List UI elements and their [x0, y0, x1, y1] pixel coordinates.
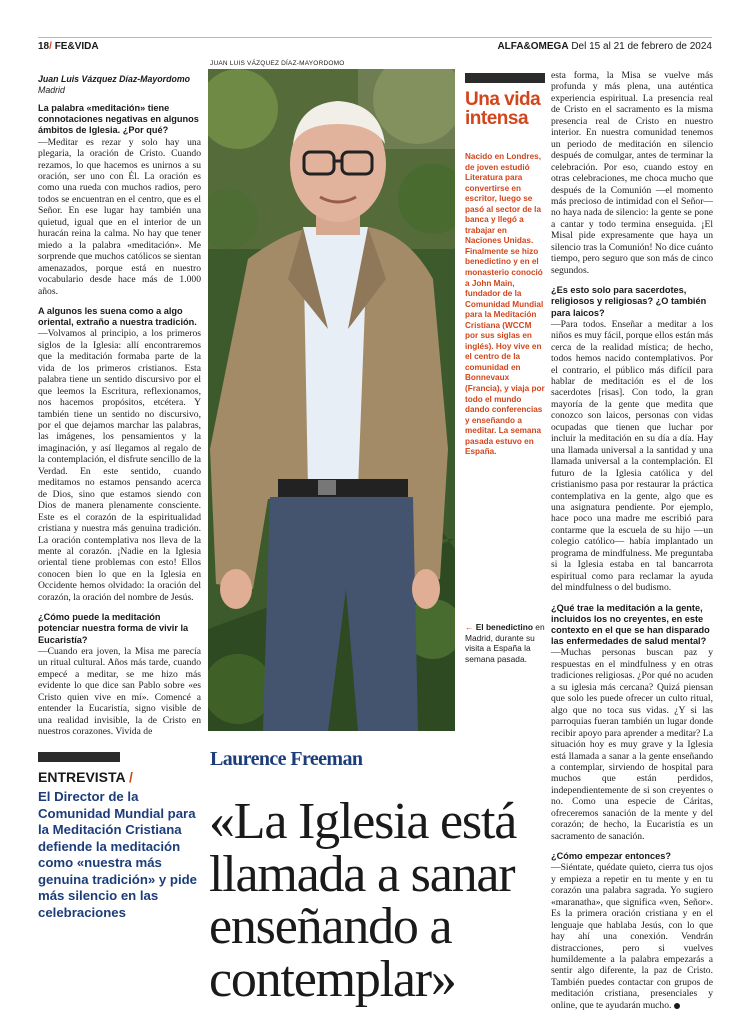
publication-name: ALFA&OMEGA [497, 41, 569, 52]
caption-text: en Madrid, durante su visita a España la semana pasada. [465, 622, 545, 664]
sidebar-bio: Nacido en Londres, de joven estudió Literatura para convertirse en escritor, luego se pasó al sector de la banca y llegó a trabajar en Naciones Unidas. Finalmente se hizo benedictino y en el monasterio conoció a John Main, fundador de la Comunidad Mundial para la Meditación Cristiana (WCCM por sus siglas en inglés). Hoy vive en el centro de la comunidad en Bonnevaux (Francia), y viaja por todo el mundo dando conferencias y enseñando a meditar. La semana pasada estuvo en España. [465, 152, 545, 457]
caption-bold: El benedictino [475, 622, 533, 632]
interview-question: La palabra «meditación» tiene connotaciones negativas en algunos ámbitos de Iglesia. ¿Por qué? [38, 103, 199, 136]
byline-place: Madrid [38, 85, 65, 95]
page-number-section: 18/ FE&VIDA [38, 41, 99, 52]
kicker-slash: / [129, 769, 133, 785]
interviewee-name: Laurence Freeman [210, 748, 363, 770]
interview-question: ¿Es esto solo para sacerdotes, religiosos y religiosas? ¿O también para laicos? [551, 285, 707, 318]
sidebar-rule [465, 73, 545, 83]
intro-rule [38, 752, 120, 762]
interview-answer: —Meditar es rezar y solo hay una plegaria, la oración de Cristo. Cuando rezamos, lo que hacemos es unirnos a su oración, ser uno con Él. La oración es como una rueda con muchos radios, pero todos se encuentran en el centro, que es el Señor. En ese lugar hay también una quietud, igual que en el interior de un huracán reina la calma. No hay que tener miedo a la palabra «meditación». Me sorprende que muchos católicos se sientan amenazados, porque está en nuestro vocabulario desde hace más de 1.000 años. [38, 136, 201, 297]
interview-question: ¿Qué trae la meditación a la gente, incluidos los no creyentes, en este contexto en el que se han disparado las enfermedades de salud mental? [551, 602, 710, 647]
photo-caption [465, 622, 549, 664]
sidebar-title: Una vida intensa [465, 89, 541, 129]
masthead [497, 41, 712, 52]
interview-answer: —Para todos. Enseñar a meditar a los niños es muy fácil, porque ellos están más cerca de la realidad mística; de hecho, todos hemos nacido contemplativos. Por el contrario, el público más difícil para hablar de meditación es el de los sacerdotes [risas]. Con todo, la gran mayoría de la gente que medita que conozco son laicos, personas con vidas ocupadas que tienen que luchar por incluir la meditación en su día a día. Hay una llamada universal a la santidad y una llamada universal a la contemplación. El futuro de la Iglesia católica y del cristianismo pasa por restaurar la práctica contemplativa en la gente, algo que es una asignatura pendiente. Por ejemplo, hace poco una madre me escribió para contarme que la escuela de su hijo —un colegio católico— había implantado un programa de mindfulness. Me preguntaba si la Iglesia estaba en tal bancarrota espiritual como para reclamar la ayuda del mindfulness o del budismo. [551, 318, 713, 594]
article-column-1 [38, 103, 201, 737]
issue-date: Del 15 al 21 de febrero de 2024 [571, 41, 712, 52]
intro-standfirst: El Director de la Comunidad Mundial para la Meditación Cristiana defiende la meditación como «nuestra más genuina tradición» y pide más silencio en las celebraciones [38, 789, 198, 920]
arrow-left-icon: ← [465, 622, 474, 632]
photo-credit: JUAN LUIS VÁZQUEZ DÍAZ-MAYORDOMO [210, 60, 345, 67]
interview-question: ¿Cómo empezar entonces? [551, 851, 671, 862]
interview-answer: —Volvamos al principio, a los primeros siglos de la Iglesia: allí encontraremos que la meditación formaba parte de la vida de los primeros cristianos. Esta palabra tiene un sentido discursivo por el que leemos la Escritura, reflexionamos, nos hacemos propósitos, etcétera. Y también tiene un sentido no discursivo, por el que dejamos marchar las palabras, las imágenes, los pensamientos y la imaginación, y así llegamos al regalo de la contemplación, el disfrute sencillo de la Verdad. En este sentido, cuando meditamos no estamos pensando acerca de Dios, sino que estamos siendo con Dios de manera plenamente consciente. Este es el corazón de la espiritualidad cristiana y nuestra más genuina tradición. La oración contemplativa nos lleva de la mente al corazón. ¡Nadie en la Iglesia oriental tiene problemas con esto! Ellos conocen bien lo que en la Iglesia en Occidente hemos olvidado: la oración del corazón, la oración del nombre de Jesús. [38, 328, 201, 603]
portrait-photo [208, 69, 455, 731]
intro-kicker [38, 769, 133, 785]
interview-question: A algunos les suena como a algo oriental, extraño a nuestra tradición. [38, 305, 197, 328]
end-mark-icon [674, 1003, 680, 1009]
page-number: 18 [38, 41, 50, 52]
interview-answer: esta forma, la Misa se vuelve más profunda y más plena, una auténtica experiencia espiritual. La presencia real de Cristo en el sacramento es la misma presencia real de Cristo en nuestro interior. En nuestra comunidad tenemos un periodo de meditación en silencio después de comulgar, antes de terminar la celebración. Por eso, cuando estoy en otras celebraciones, me choca mucho que después de la Comunión —el momento más precioso de intimidad con el Señor— no haya nada de silencio: la gente se pone a cantar y todo termina enseguida. ¡El Misal pide expresamente que haya un silencio tras la Comunión! No dice cuánto tiempo, pero seguro que son más de cinco segundos. [551, 70, 713, 276]
headline: «La Iglesia está llamada a sanar enseñando a contemplar» [209, 793, 517, 1008]
article-column-3 [551, 70, 713, 1011]
interview-answer: —Cuando era joven, la Misa me parecía un ritual cultural. Años más tarde, cuando empecé a meditar, se me hizo más evidente lo que dice san Pablo sobre «es Cristo quien vive en mí». Comencé a entender la Eucaristía, signo visible de una realidad invisible, la de Cristo en nuestros corazones. Vivida de [38, 645, 201, 738]
byline [38, 74, 190, 96]
interview-question: ¿Cómo puede la meditación potenciar nuestra forma de vivir la Eucaristía? [38, 612, 189, 645]
kicker-label: ENTREVISTA [38, 769, 126, 785]
section-name: FE&VIDA [54, 41, 99, 52]
interview-answer [551, 862, 713, 1011]
interview-answer: —Muchas personas buscan paz y respuestas en el mindfulness y en otras tradiciones religiosas. ¿Por qué no acuden a su iglesia más cercana? Quizá piensan que solo les puede ofrecer un culto ritual, algo que no toca sus vidas. ¿Y si las parroquias fueran también un lugar donde recibir apoyo para aprender a meditar? La situación hoy es muy grave y la Iglesia está llamada a sanar a la gente enseñando a contemplar, sirviendo de hospital para muchos que están perdidos, independientemente de si son creyentes o no. Como una especie de Cáritas, ofreceremos sanación de la mente y del corazón; de hecho, la Eucaristía es un sacramento de sanación. [551, 647, 713, 842]
header-rule [38, 37, 712, 38]
final-answer: —Siéntate, quédate quieto, cierra tus ojos y empieza a repetir en tu mente y en tu corazón una palabra sagrada. Yo sugiero «maranatha», que significa «ven, Señor». Es la primera oración cristiana y en el lenguaje que hablaba Jesús, con lo que hay ahí una conexión. Vendrán distracciones, pero si vuelves humildemente a la palabra empezarás a sentir algo diferente, la paz de Cristo. También puedes contactar con grupos de meditación cristiana, presenciales y online, que te ayudarán mucho. [551, 862, 713, 1011]
author-name: Juan Luis Vázquez Díaz-Mayordomo [38, 74, 191, 84]
